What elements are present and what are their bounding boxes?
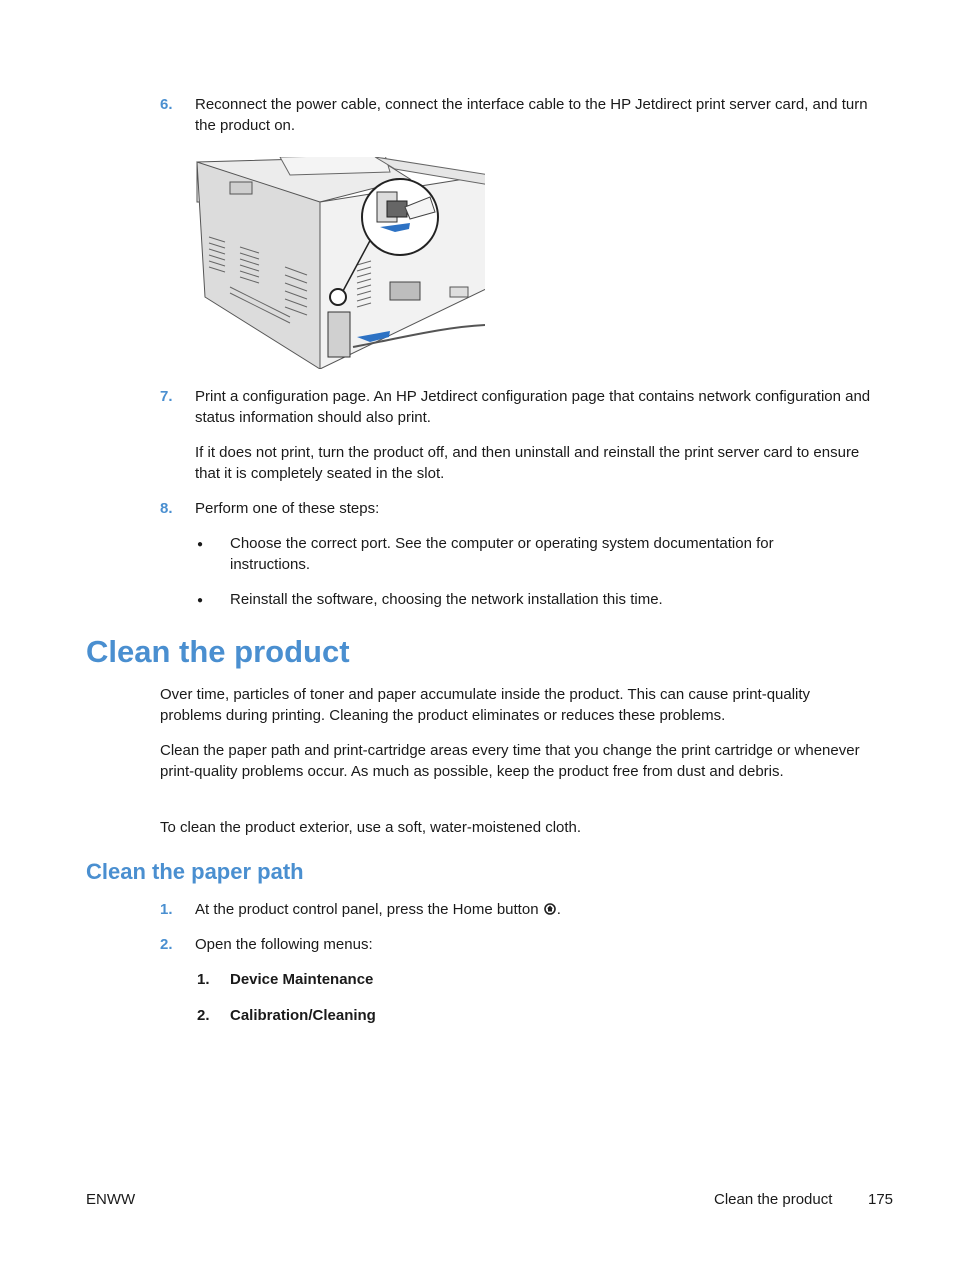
bullet-text: Reinstall the software, choosing the network installation this time. [230, 591, 663, 608]
step-number: 2. [160, 936, 173, 953]
step-number: 7. [160, 388, 173, 405]
page-number: 175 [868, 1191, 894, 1208]
step-text: At the product control panel, press the Home button . [195, 901, 561, 918]
bullet-text: Choose the correct port. See the computer or operating system documentation for instructions. [230, 535, 774, 573]
step-number: 8. [160, 500, 173, 517]
step-text: Open the following menus: [195, 936, 373, 953]
step-text: Reconnect the power cable, connect the interface cable to the HP Jetdirect print server card, and turn the product on. [195, 96, 868, 134]
step-number: 1. [160, 901, 173, 918]
home-icon [543, 903, 557, 915]
subsection-title: Clean the paper path [86, 859, 304, 884]
paragraph: Clean the paper path and print-cartridge areas every time that you change the print cartridge or whenever print-quality problems occur. As much as possible, keep the product free from dust and debris. [160, 742, 860, 780]
menu-item: Device Maintenance [230, 971, 374, 988]
step-text: Print a configuration page. An HP Jetdirect configuration page that contains network configuration and status information should also print. [195, 388, 871, 426]
footer-left: ENWW [86, 1191, 136, 1208]
section-title: Clean the product [86, 634, 350, 669]
menu-number: 2. [197, 1007, 210, 1024]
menu-item: Calibration/Cleaning [230, 1007, 376, 1024]
step-note: If it does not print, turn the product off, and then uninstall and reinstall the print server card to ensure that it is completely seated in the slot. [195, 444, 860, 482]
bullet-icon: ● [197, 539, 204, 550]
footer-section: Clean the product [714, 1191, 833, 1208]
menu-number: 1. [197, 971, 210, 988]
printer-rear-illustration [195, 157, 485, 369]
step-number: 6. [160, 96, 173, 113]
paragraph: Over time, particles of toner and paper accumulate inside the product. This can cause print-quality problems during printing. Cleaning the product eliminates or reduces these problems. [160, 686, 811, 724]
bullet-icon: ● [197, 595, 204, 606]
paragraph: To clean the product exterior, use a soft, water-moistened cloth. [160, 819, 582, 836]
step-text: Perform one of these steps: [195, 500, 380, 517]
